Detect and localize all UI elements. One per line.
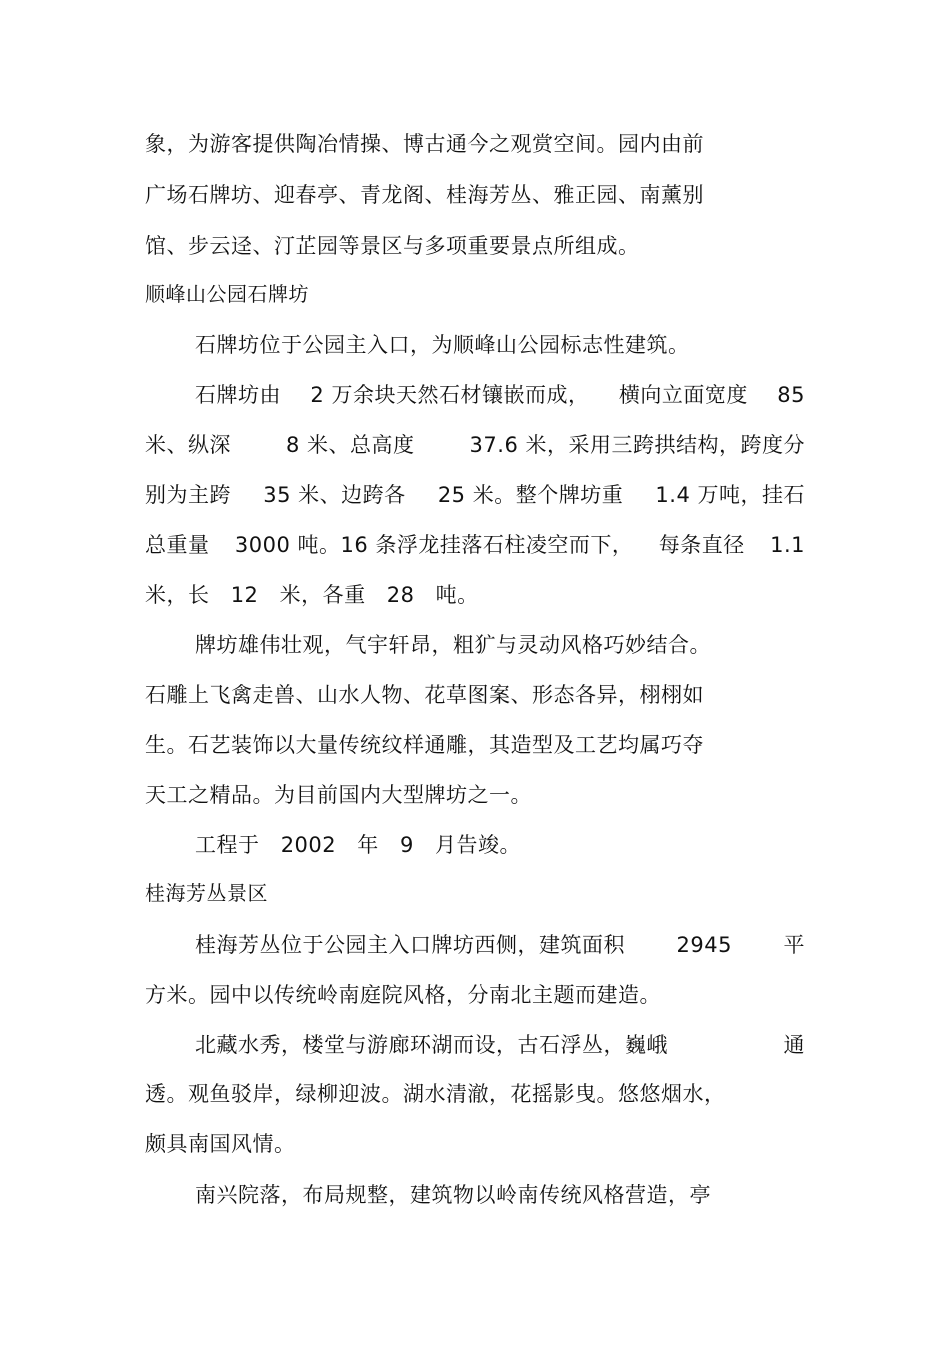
text-segment: 横向立面宽度 [618,383,748,407]
text-segment: 37.6 米，采用三跨拱结构，跨度分 [469,433,805,457]
paragraph-archway-style-line-3: 生。石艺装饰以大量传统纹样通雕，其造型及工艺均属巧夺 [145,733,704,757]
text-segment: 28 吨。 [386,583,479,607]
text-segment: 2002 年 9 月告竣。 [280,833,522,857]
paragraph-garden-area-line-1 [195,932,805,958]
section-heading-stone-archway: 顺峰山公园石牌坊 [145,282,309,306]
text-segment: 米、纵深 [145,433,231,457]
text-segment: 工程于 [195,833,260,857]
paragraph-archway-style-line-1: 牌坊雄伟壮观，气宇轩昂，粗犷与灵动风格巧妙结合。 [195,633,711,657]
text-segment: 35 米、边跨各 [263,483,406,507]
paragraph-archway-style-line-2: 石雕上飞禽走兽、山水人物、花草图案、形态各异，栩栩如 [145,683,704,707]
text-segment: 桂海芳丛位于公园主入口牌坊西侧，建筑面积 [195,933,625,957]
intro-line-3: 馆、步云迳、汀芷园等景区与多项重要景点所组成。 [145,234,640,258]
text-segment: 1.4 万吨，挂石 [655,483,805,507]
paragraph-archway-size-line-3 [145,482,805,508]
intro-line-2: 广场石牌坊、迎春亭、青龙阁、桂海芳丛、雅正园、南薰别 [145,183,704,207]
paragraph-north-garden-line-1 [195,1032,805,1058]
paragraph-south-courtyard-line-1: 南兴院落，布局规整，建筑物以岭南传统风格营造，亭 [195,1183,711,1207]
text-segment: 米，长 [145,583,210,607]
paragraph-archway-style-line-4: 天工之精品。为目前国内大型牌坊之一。 [145,783,532,807]
paragraph-archway-location: 石牌坊位于公园主入口，为顺峰山公园标志性建筑。 [195,333,690,357]
paragraph-north-garden-line-3: 颇具南国风情。 [145,1132,296,1156]
paragraph-archway-size-line-4 [145,532,805,558]
text-segment: 总重量 [145,533,210,557]
paragraph-garden-area-line-2: 方米。园中以传统岭南庭院风格，分南北主题而建造。 [145,983,661,1007]
text-segment: 每条直径 [658,533,745,557]
text-segment: 12 米，各重 [230,583,366,607]
paragraph-archway-size-line-5 [145,582,479,608]
text-segment: 平 [783,933,805,957]
text-segment: 3000 吨。16 条浮龙挂落石柱凌空而下， [234,533,634,557]
text-segment: 石牌坊由 [195,383,281,407]
text-segment: 2 万余块天然石材镶嵌而成， [310,383,590,407]
section-heading-osmanthus-garden: 桂海芳丛景区 [145,881,268,905]
text-segment: 通 [783,1033,805,1057]
paragraph-north-garden-line-2: 透。观鱼驳岸，绿柳迎波。湖水清澈，花摇影曳。悠悠烟水， [145,1082,726,1106]
text-segment: 85 [777,383,805,407]
text-segment: 2945 [676,933,732,957]
text-segment: 25 米。整个牌坊重 [437,483,624,507]
text-segment: 北藏水秀，楼堂与游廊环湖而设，古石浮丛，巍峨 [195,1033,668,1057]
paragraph-archway-size-line-2 [145,432,805,458]
intro-line-1: 象，为游客提供陶冶情操、博古通今之观赏空间。园内由前 [145,132,704,156]
text-segment: 别为主跨 [145,483,231,507]
paragraph-archway-size-line-1 [195,382,805,408]
text-segment: 1.1 [770,533,805,557]
text-segment: 8 米、总高度 [286,433,415,457]
paragraph-completion-date [195,832,521,858]
